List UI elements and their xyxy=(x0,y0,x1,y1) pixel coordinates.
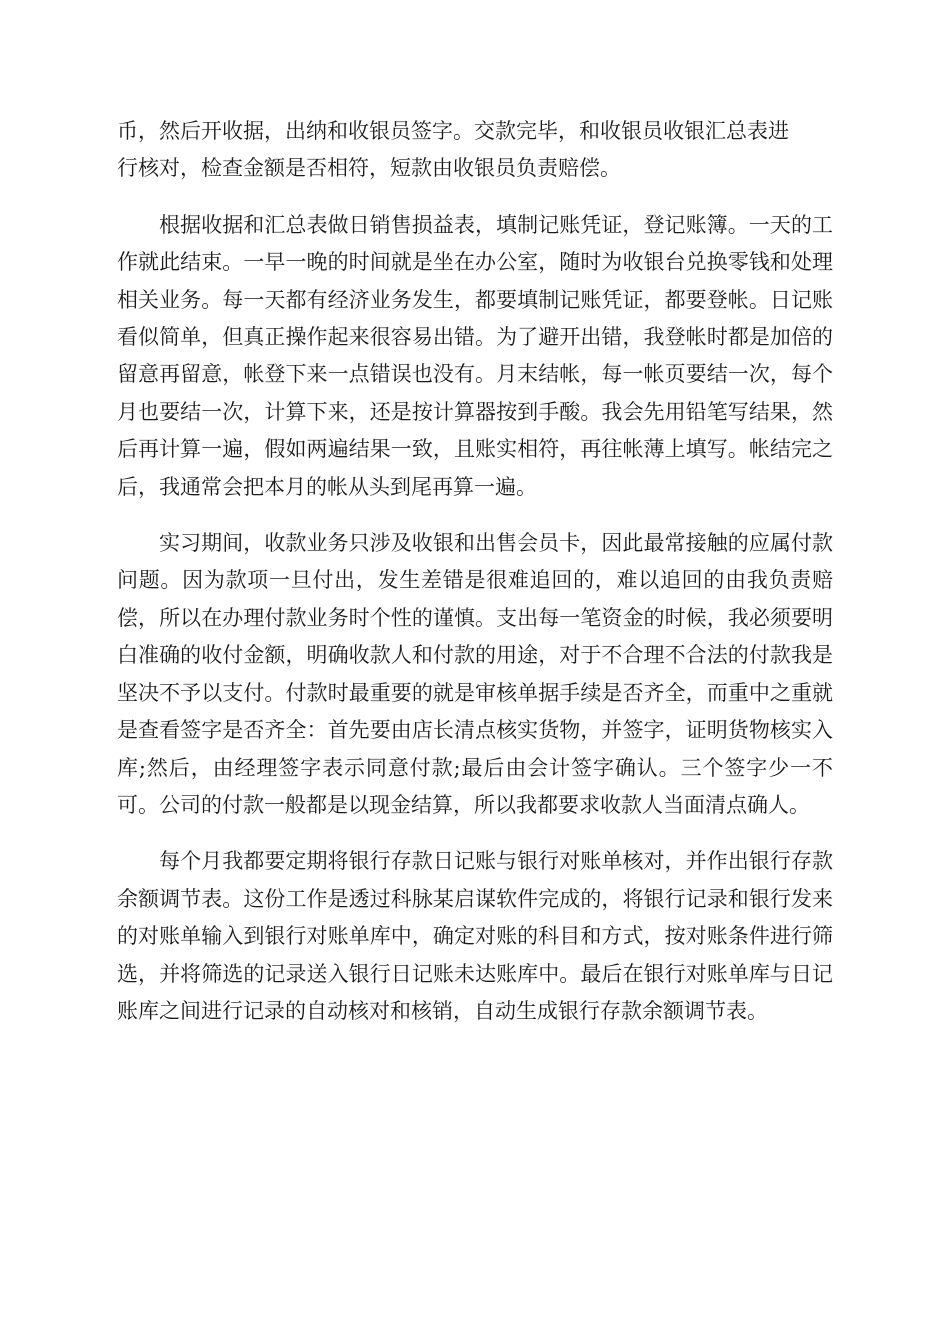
text-line: 存款余额调节表。这份工作是透过科脉某启谋软件完成的，将银行记录和 xyxy=(117,849,834,911)
text-line: 酸。我会先用铅笔写结果，然后再计算一遍，假如两遍结果一致，且账实 xyxy=(117,399,834,462)
text-line: 钱和处理相关业务。每一天都有经济业务发生，都要填制记账凭证，都要 xyxy=(117,250,834,312)
text-line: 齐全，而重中之重就是查看签字是否齐全：首先要由店长清点核实货物， xyxy=(117,680,833,743)
text-line: 我必须要明白准确的收付金额，明确收款人和付款的用途，对于不合理不 xyxy=(117,605,834,668)
text-line: 实习期间，收款业务只涉及收银和出售会员卡，因此最常接触的应属 xyxy=(159,531,791,556)
text-line: 行核对，检查金额是否相符，短款由收银员负责赔偿。 xyxy=(117,156,621,181)
paragraph-4 xyxy=(117,843,833,1030)
text-line: 并签字，证明货物核实入库;然后，由经理签字表示同意付款;最后由会计 xyxy=(117,718,834,780)
text-line: 的工作就此结束。一早一晚的时间就是坐在办公室，随时为收银台兑换零 xyxy=(117,212,834,275)
text-line: 都要求收款人当面清点确人。 xyxy=(537,792,810,817)
text-line: 每个月我都要定期将银行存款日记账与银行对账单核对，并作出银行 xyxy=(159,849,791,874)
text-line: 登帐时都是加倍的留意再留意，帐登下来一点错误也没有。月末结帐，每 xyxy=(117,325,834,387)
text-line: 账条件进行筛选，并将筛选的记录送入银行日记账未达账库中。最后在银 xyxy=(117,924,834,986)
document-page xyxy=(117,113,833,1049)
text-line: 一遍。 xyxy=(474,474,537,499)
text-line: 银行发来的对账单输入到银行对账单库中，确定对账的科目和方式，按对 xyxy=(117,886,834,949)
paragraph-3 xyxy=(117,525,833,824)
text-line: 根据收据和汇总表做日销售损益表，填制记账凭证，登记账簿。一天 xyxy=(159,212,791,237)
text-line: 币，然后开收据，出纳和收银员签字。交款完毕，和收银员收银汇总表进 xyxy=(117,119,789,143)
text-line: 签字确认。三个签字少一不可。公司的付款一般都是以现金结算，所以我 xyxy=(117,755,833,817)
text-line: 相符，再往帐薄上填写。帐结完之后，我通常会把本月的帐从头到尾再算 xyxy=(117,437,834,499)
text-line: 一帐页要结一次，每个月也要结一次，计算下来，还是按计算器按到手 xyxy=(117,362,833,424)
text-line: 行对账单库与日记账库之间进行记录的自动核对和核销，自动生成银行存 xyxy=(117,961,834,1023)
text-line: 款余额调节表。 xyxy=(621,998,768,1023)
paragraph-2 xyxy=(117,207,833,506)
text-line: 负责赔偿，所以在办理付款业务时个性的谨慎。支出每一笔资金的时候， xyxy=(117,568,833,630)
text-line: 付款问题。因为款项一旦付出，发生差错是很难追回的，难以追回的由我 xyxy=(117,531,834,593)
text-line: 合法的付款我是坚决不予以支付。付款时最重要的就是审核单据手续是否 xyxy=(117,643,834,705)
text-line: 登帐。日记账看似简单，但真正操作起来很容易出错。为了避开出错，我 xyxy=(117,287,834,350)
paragraph-1 xyxy=(117,113,833,188)
